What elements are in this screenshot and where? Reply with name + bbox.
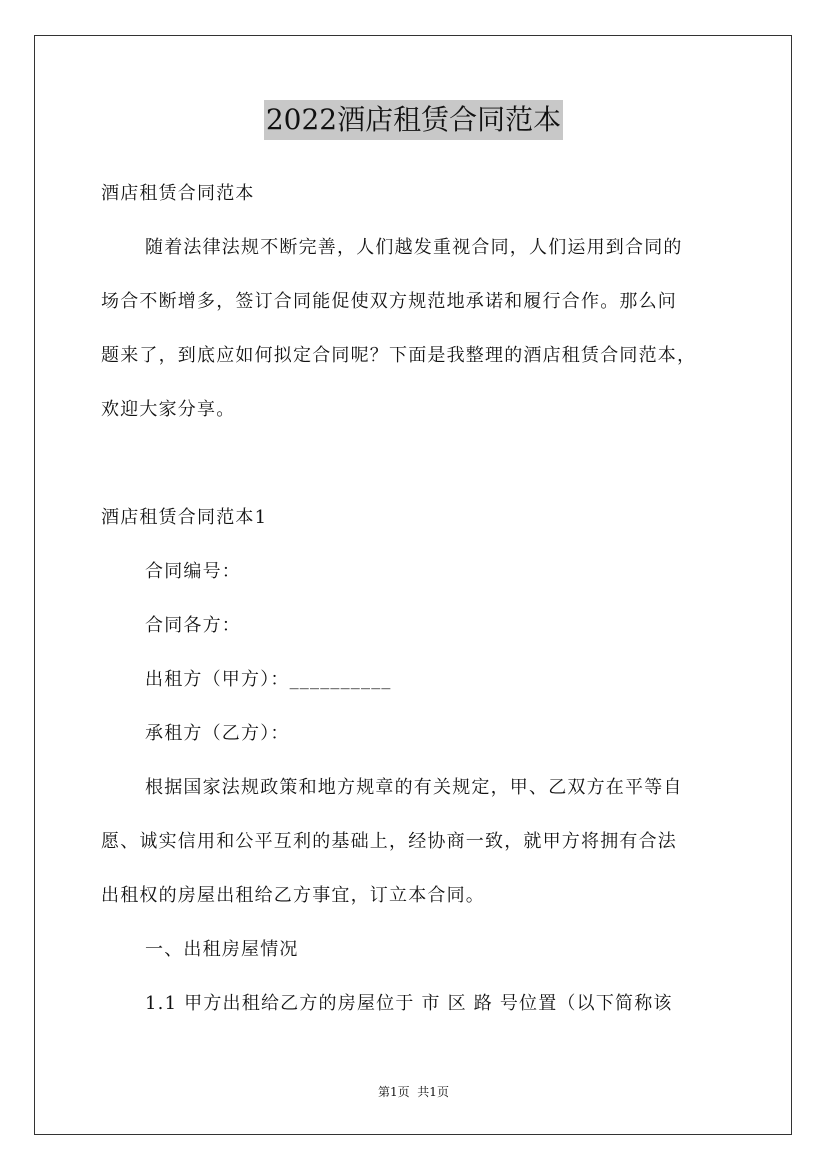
paragraph-line: 欢迎大家分享。	[101, 399, 236, 420]
title-container	[0, 100, 827, 140]
lessee-line: 承租方（乙方）：	[145, 723, 290, 744]
paragraph-line: 出租权的房屋出租给乙方事宜，订立本合同。	[101, 885, 485, 906]
paragraph-line: 随着法律法规不断完善，人们越发重视合同，人们运用到合同的	[145, 237, 683, 258]
contract-heading: 酒店租赁合同范本1	[101, 507, 268, 528]
contract-number-line: 合同编号：	[145, 561, 241, 582]
contract-parties-line: 合同各方：	[145, 615, 241, 636]
clause-heading: 一、出租房屋情况	[145, 939, 299, 960]
clause-line: 1.1 甲方出租给乙方的房屋位于 市 区 路 号位置（以下简称该	[145, 993, 673, 1014]
paragraph-line: 题来了，到底应如何拟定合同呢？下面是我整理的酒店租赁合同范本，	[101, 345, 697, 366]
paragraph-line: 场合不断增多，签订合同能促使双方规范地承诺和履行合作。那么问	[101, 291, 677, 312]
document-title: 2022酒店租赁合同范本	[264, 100, 563, 140]
page-footer: 第1页 共1页	[378, 1085, 449, 1099]
section-heading: 酒店租赁合同范本	[101, 183, 255, 204]
paragraph-line: 根据国家法规政策和地方规章的有关规定，甲、乙双方在平等自	[145, 777, 683, 798]
lessor-line: 出租方（甲方）：__________	[145, 669, 392, 690]
paragraph-line: 愿、诚实信用和公平互利的基础上，经协商一致，就甲方将拥有合法	[101, 831, 677, 852]
